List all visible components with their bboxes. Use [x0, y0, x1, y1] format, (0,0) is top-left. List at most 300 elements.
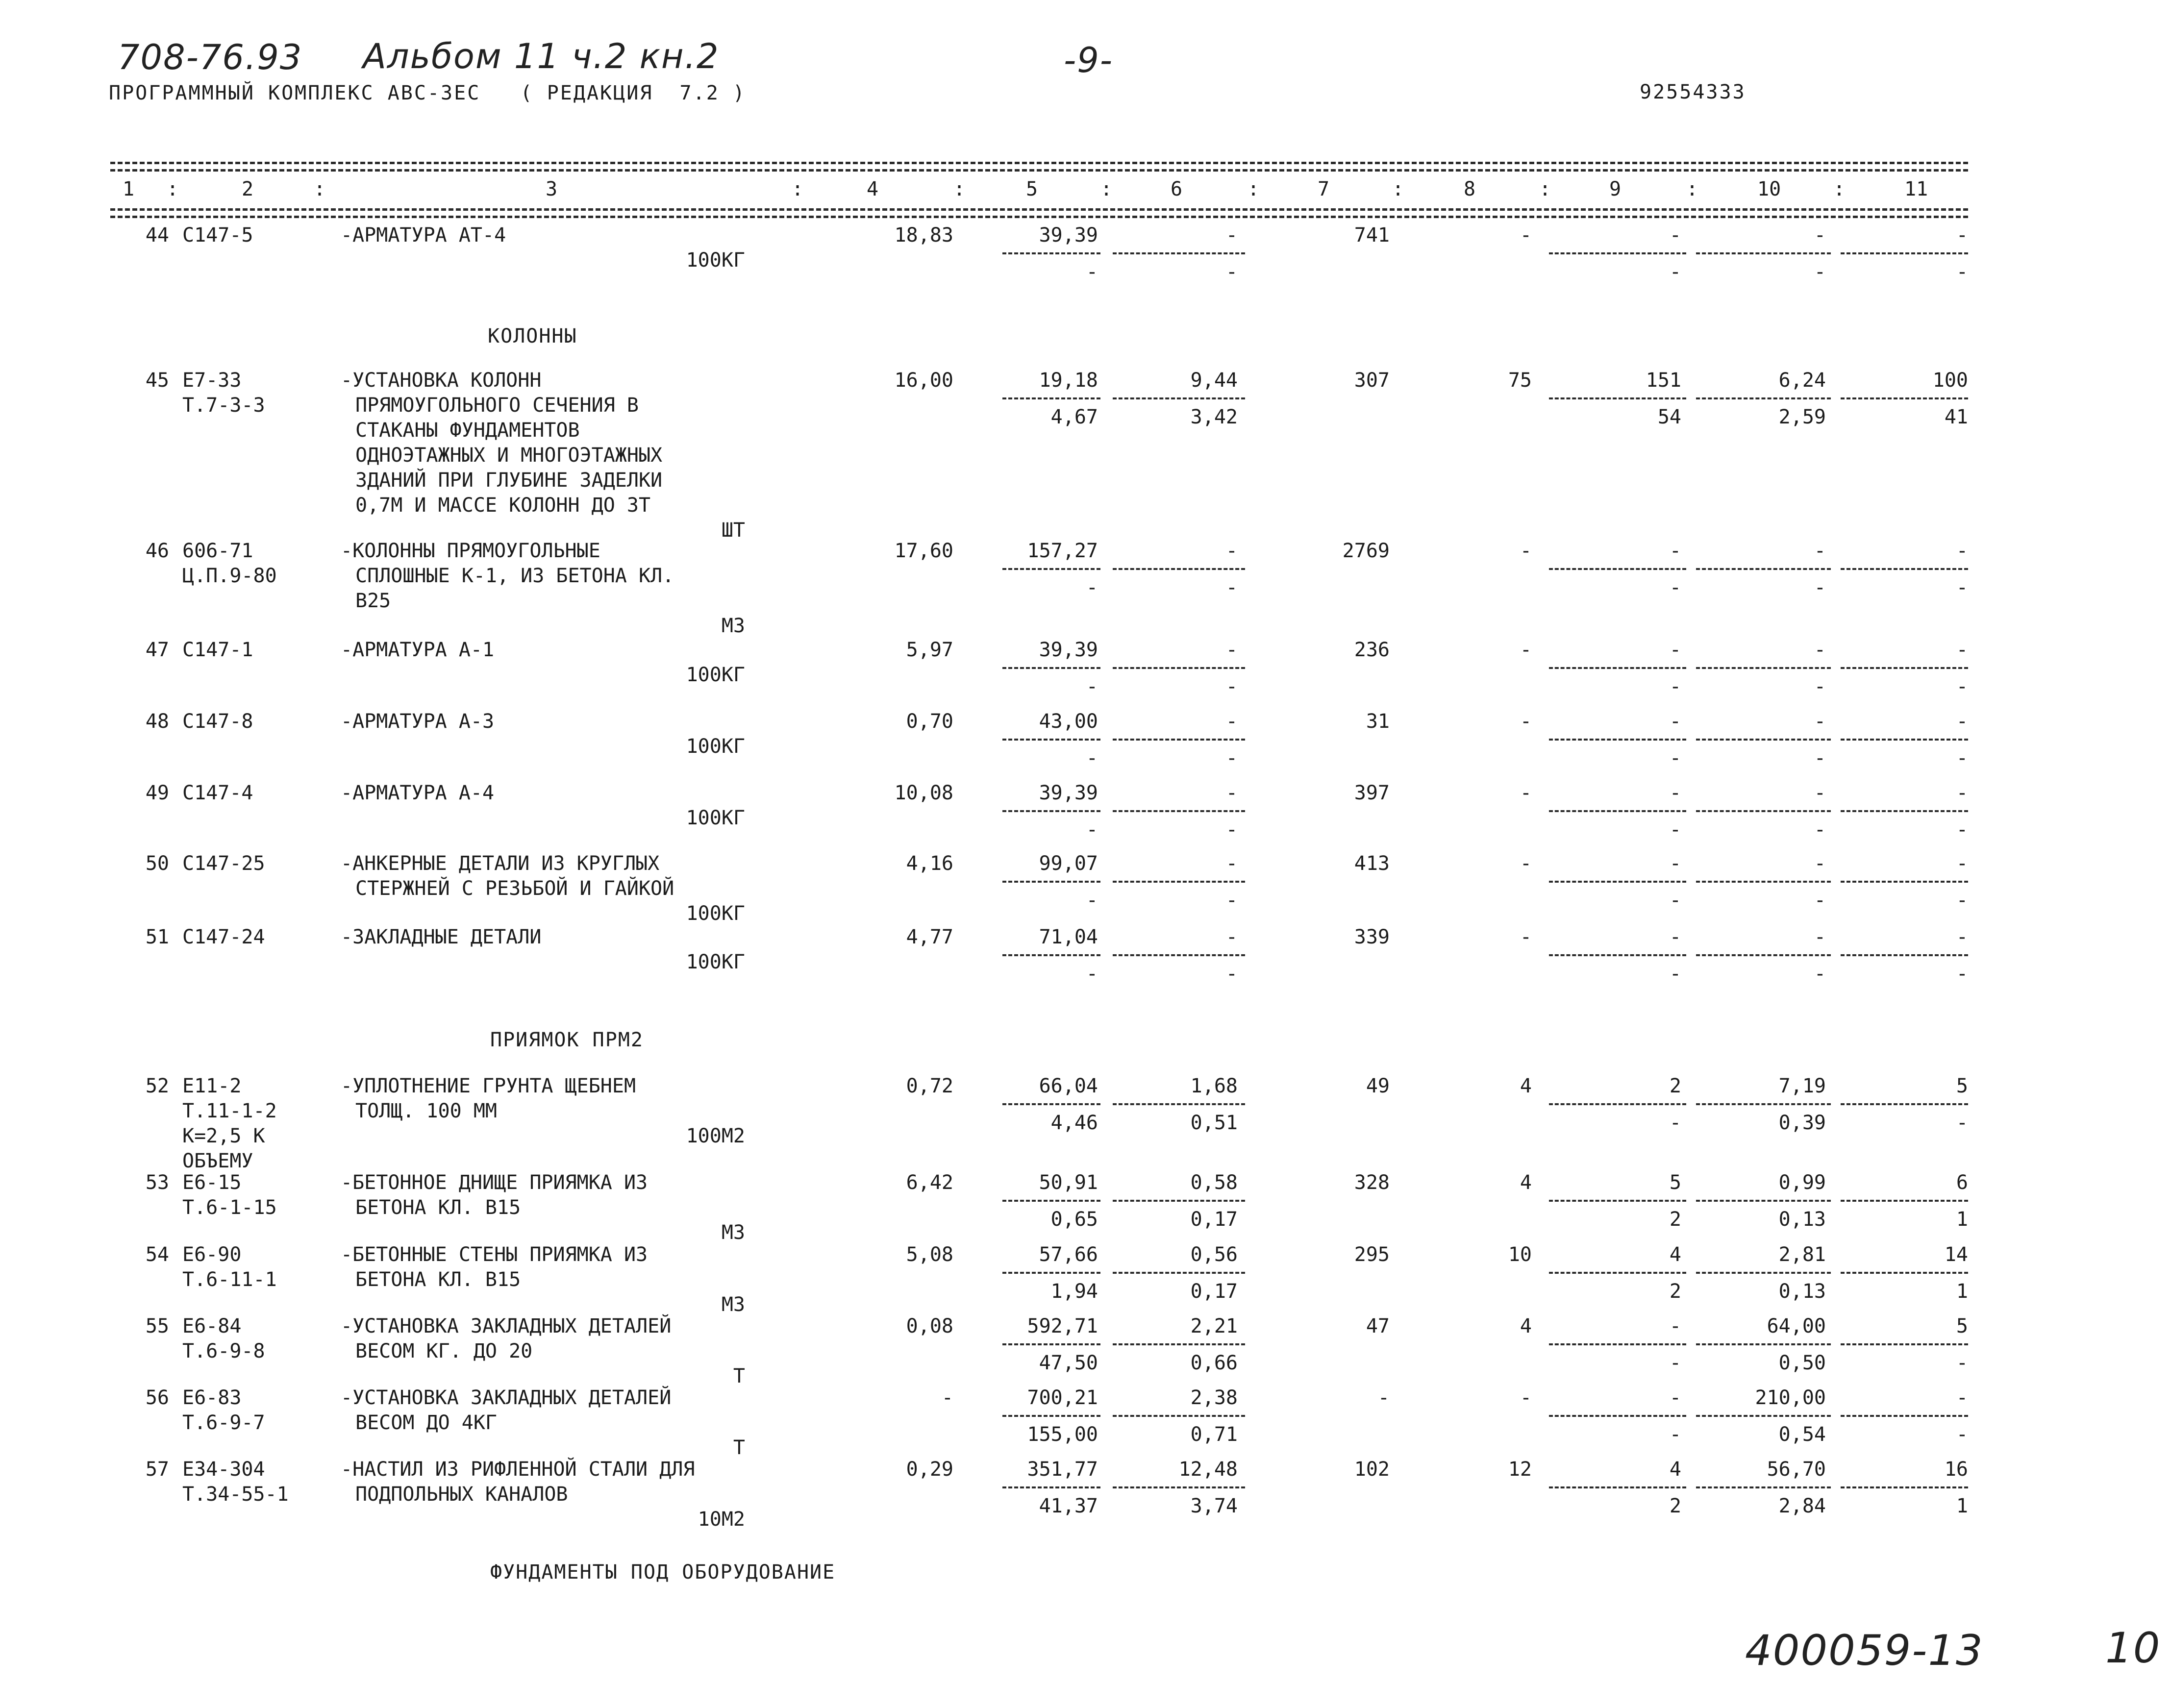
row-code: Т.34-55-1: [182, 1483, 289, 1506]
cell-separator: [1549, 1200, 1686, 1202]
cell-c4: 0,29: [906, 1458, 953, 1481]
cell-c9: -: [1669, 224, 1681, 247]
cell-c6: 9,44: [1190, 369, 1238, 392]
cell-c6: -: [1225, 926, 1238, 948]
row-description: СТАКАНЫ ФУНДАМЕНТОВ: [355, 419, 580, 442]
cell-c11: 100: [1932, 369, 1968, 392]
cell-c8: -: [1520, 224, 1532, 247]
cell-c5: 39,39: [1039, 639, 1098, 661]
cell-c7: 31: [1366, 710, 1390, 733]
cell-c7: 397: [1354, 782, 1390, 804]
cell-c9b: -: [1669, 576, 1681, 599]
cell-c6b: -: [1225, 889, 1238, 912]
cell-separator: [1002, 397, 1100, 399]
cell-c9b: 54: [1657, 406, 1681, 428]
cell-separator: [1841, 881, 1968, 883]
row-unit: Т: [733, 1436, 745, 1459]
row-description: -БЕТОННОЕ ДНИЩЕ ПРИЯМКА ИЗ: [341, 1171, 648, 1194]
cell-c11: -: [1956, 710, 1968, 733]
cell-c7: 49: [1366, 1075, 1390, 1097]
cell-c5b: -: [1086, 963, 1098, 985]
cell-separator: [1696, 954, 1831, 956]
row-unit: ШТ: [721, 519, 745, 542]
cell-separator: [1113, 568, 1245, 570]
cell-c10b: -: [1814, 675, 1826, 698]
cell-c4: 5,08: [906, 1243, 953, 1266]
row-description: -НАСТИЛ ИЗ РИФЛЕННОЙ СТАЛИ ДЛЯ: [341, 1458, 695, 1481]
cell-c4: 17,60: [894, 540, 953, 562]
cell-c10: 2,81: [1778, 1243, 1826, 1266]
cell-c11b: -: [1956, 889, 1968, 912]
cell-c5: 157,27: [1027, 540, 1098, 562]
cell-c6: -: [1225, 540, 1238, 562]
row-description: В25: [355, 590, 391, 612]
cell-c8: 4: [1520, 1171, 1532, 1194]
header-rule-top: [110, 162, 1968, 164]
row-description: 0,7М И МАССЕ КОЛОНН ДО 3Т: [355, 494, 651, 517]
cell-c6: 0,56: [1190, 1243, 1238, 1266]
cell-c5b: -: [1086, 675, 1098, 698]
row-description: ВЕСОМ ДО 4КГ: [355, 1411, 497, 1434]
row-description: ТОЛЩ. 100 ММ: [355, 1100, 497, 1122]
cell-c9: 2: [1669, 1075, 1681, 1097]
cell-c4: 16,00: [894, 369, 953, 392]
row-unit: 10М2: [698, 1508, 745, 1531]
row-description: СПЛОШНЫЕ К-1, ИЗ БЕТОНА КЛ.: [355, 565, 674, 587]
row-number: 51: [145, 926, 169, 948]
cell-c6b: -: [1225, 261, 1238, 283]
row-unit: 100КГ: [686, 951, 745, 973]
cell-c9: -: [1669, 710, 1681, 733]
row-code: C147-4: [182, 782, 253, 804]
cell-separator: [1549, 252, 1686, 254]
cell-c10: -: [1814, 540, 1826, 562]
cell-c8: 10: [1508, 1243, 1532, 1266]
cell-c5b: 155,00: [1027, 1423, 1098, 1446]
cell-c7: 2769: [1342, 540, 1390, 562]
cell-c4: 10,08: [894, 782, 953, 804]
cell-separator: [1841, 1200, 1968, 1202]
section-columns-title: КОЛОННЫ: [488, 325, 577, 347]
cell-separator: [1113, 881, 1245, 883]
cell-c8: -: [1520, 782, 1532, 804]
cell-separator: [1002, 810, 1100, 812]
row-code: Ц.П.9-80: [182, 565, 277, 587]
row-number: 53: [145, 1171, 169, 1194]
cell-c11: -: [1956, 782, 1968, 804]
cell-c10: 210,00: [1755, 1386, 1826, 1409]
cell-c5: 71,04: [1039, 926, 1098, 948]
cell-c11: 14: [1944, 1243, 1968, 1266]
cell-c8: 4: [1520, 1315, 1532, 1337]
header-rule-bottom-2: [110, 216, 1968, 218]
cell-c10: 56,70: [1767, 1458, 1826, 1481]
cell-c10: 64,00: [1767, 1315, 1826, 1337]
cell-c11b: 1: [1956, 1280, 1968, 1303]
cell-c9: -: [1669, 926, 1681, 948]
row-number: 57: [145, 1458, 169, 1481]
row-description: -БЕТОННЫЕ СТЕНЫ ПРИЯМКА ИЗ: [341, 1243, 648, 1266]
cell-separator: [1113, 1103, 1245, 1105]
cell-c5b: -: [1086, 576, 1098, 599]
cell-c10b: 2,59: [1778, 406, 1826, 428]
cell-separator: [1002, 568, 1100, 570]
cell-separator: [1549, 881, 1686, 883]
row-unit: М3: [721, 1293, 745, 1316]
row-number: 49: [145, 782, 169, 804]
cell-c5b: 0,65: [1050, 1208, 1098, 1231]
cell-c11: -: [1956, 224, 1968, 247]
cell-c5b: 4,46: [1050, 1112, 1098, 1134]
col-header-3: 3: [545, 178, 558, 200]
cell-separator: [1113, 954, 1245, 956]
cell-c5b: -: [1086, 889, 1098, 912]
row-number: 44: [145, 224, 169, 247]
cell-c6b: -: [1225, 818, 1238, 841]
cell-c10: -: [1814, 926, 1826, 948]
cell-c8: -: [1520, 852, 1532, 875]
cell-separator: [1002, 1200, 1100, 1202]
cell-separator: [1113, 397, 1245, 399]
cell-separator: [1002, 739, 1100, 741]
cell-c7: 339: [1354, 926, 1390, 948]
cell-c5: 57,66: [1039, 1243, 1098, 1266]
cell-separator: [1841, 1486, 1968, 1488]
row-unit: 100КГ: [686, 664, 745, 686]
row-description: -УПЛОТНЕНИЕ ГРУНТА ЩЕБНЕМ: [341, 1075, 636, 1097]
cell-separator: [1696, 739, 1831, 741]
col-header-8: 8: [1463, 178, 1476, 200]
cell-separator: [1113, 739, 1245, 741]
cell-c9b: -: [1669, 818, 1681, 841]
cell-c10: -: [1814, 639, 1826, 661]
row-unit: 100М2: [686, 1125, 745, 1147]
row-description: ПРЯМОУГОЛЬНОГО СЕЧЕНИЯ В: [355, 394, 639, 417]
cell-c5: 43,00: [1039, 710, 1098, 733]
row-description: -АРМАТУРА А-3: [341, 710, 495, 733]
cell-c7: 295: [1354, 1243, 1390, 1266]
cell-c11: -: [1956, 540, 1968, 562]
cell-c5b: 4,67: [1050, 406, 1098, 428]
cell-c9: -: [1669, 1315, 1681, 1337]
row-number: 52: [145, 1075, 169, 1097]
row-description: -АРМАТУРА А-1: [341, 639, 495, 661]
cell-c11b: 1: [1956, 1208, 1968, 1231]
row-unit: 100КГ: [686, 807, 745, 829]
cell-c5b: 41,37: [1039, 1495, 1098, 1517]
row-description: ПОДПОЛЬНЫХ КАНАЛОВ: [355, 1483, 568, 1506]
row-number: 54: [145, 1243, 169, 1266]
cell-c9: -: [1669, 639, 1681, 661]
row-code: E6-83: [182, 1386, 242, 1409]
cell-c11: -: [1956, 639, 1968, 661]
cell-c5: 19,18: [1039, 369, 1098, 392]
row-code: К=2,5 К: [182, 1125, 265, 1147]
row-description: ОДНОЭТАЖНЫХ И МНОГОЭТАЖНЫХ: [355, 444, 663, 467]
cell-separator: [1696, 1415, 1831, 1417]
cell-separator: [1002, 954, 1100, 956]
cell-c4: 6,42: [906, 1171, 953, 1194]
cell-c10: 6,24: [1778, 369, 1826, 392]
cell-c10b: -: [1814, 818, 1826, 841]
row-description: БЕТОНА КЛ. В15: [355, 1268, 521, 1291]
cell-c9: -: [1669, 782, 1681, 804]
row-unit: 100КГ: [686, 902, 745, 925]
document-code: 92554333: [1640, 81, 1746, 103]
cell-separator: [1113, 810, 1245, 812]
cell-c5: 39,39: [1039, 782, 1098, 804]
col-header-2: 2: [241, 178, 254, 200]
row-code: ОБЪЕМУ: [182, 1150, 253, 1172]
cell-c6b: 0,66: [1190, 1352, 1238, 1374]
cell-c6b: 0,51: [1190, 1112, 1238, 1134]
cell-c10b: 2,84: [1778, 1495, 1826, 1517]
row-code: E7-33: [182, 369, 242, 392]
cell-separator: [1549, 1343, 1686, 1345]
row-unit: 100КГ: [686, 735, 745, 758]
cell-c10: 7,19: [1778, 1075, 1826, 1097]
cell-c10: -: [1814, 852, 1826, 875]
row-number: 47: [145, 639, 169, 661]
cell-c10b: 0,39: [1778, 1112, 1826, 1134]
cell-separator: [1841, 1343, 1968, 1345]
cell-c8: -: [1520, 710, 1532, 733]
col-header-4: 4: [866, 178, 879, 200]
cell-c10b: 0,54: [1778, 1423, 1826, 1446]
row-description: -УСТАНОВКА КОЛОНН: [341, 369, 542, 392]
cell-separator: [1113, 252, 1245, 254]
cell-c7: 236: [1354, 639, 1390, 661]
cell-separator: [1549, 1486, 1686, 1488]
cell-c10: -: [1814, 782, 1826, 804]
cell-separator: [1696, 1272, 1831, 1274]
cell-separator: [1549, 954, 1686, 956]
handwritten-document-code: 400059-13: [1745, 1626, 1984, 1675]
col-header-11: 11: [1904, 178, 1928, 200]
cell-c6: -: [1225, 710, 1238, 733]
program-title: ПРОГРАММНЫЙ КОМПЛЕКС АВС-ЗЕС ( РЕДАКЦИЯ 7.2 ): [109, 82, 746, 104]
cell-c7: 328: [1354, 1171, 1390, 1194]
cell-separator: [1696, 881, 1831, 883]
cell-c6b: -: [1225, 576, 1238, 599]
row-code: Т.7-3-3: [182, 394, 265, 417]
cell-c5b: -: [1086, 747, 1098, 769]
cell-c6b: -: [1225, 963, 1238, 985]
cell-separator: [1549, 667, 1686, 669]
cell-separator: [1002, 1272, 1100, 1274]
header-rule-top-2: [110, 169, 1968, 172]
cell-c9b: -: [1669, 1423, 1681, 1446]
cell-separator: [1113, 1272, 1245, 1274]
cell-separator: [1549, 1272, 1686, 1274]
cell-separator: [1841, 810, 1968, 812]
cell-c11: -: [1956, 852, 1968, 875]
cell-c11b: -: [1956, 261, 1968, 283]
col-header-10: 10: [1757, 178, 1781, 200]
row-code: C147-1: [182, 639, 253, 661]
row-description: -ЗАКЛАДНЫЕ ДЕТАЛИ: [341, 926, 542, 948]
cell-separator: [1549, 568, 1686, 570]
row-description: -АРМАТУРА А-4: [341, 782, 495, 804]
cell-c8: 4: [1520, 1075, 1532, 1097]
cell-c4: 0,08: [906, 1315, 953, 1337]
cell-c7: 102: [1354, 1458, 1390, 1481]
cell-c9b: -: [1669, 261, 1681, 283]
cell-c9b: 2: [1669, 1280, 1681, 1303]
cell-c9b: 2: [1669, 1495, 1681, 1517]
cell-c8: -: [1520, 1386, 1532, 1409]
row-description: БЕТОНА КЛ. В15: [355, 1196, 521, 1219]
row-code: Т.6-11-1: [182, 1268, 277, 1291]
cell-separator: [1696, 1343, 1831, 1345]
cell-separator: [1696, 667, 1831, 669]
cell-c6: -: [1225, 782, 1238, 804]
cell-c11b: -: [1956, 963, 1968, 985]
cell-c6: -: [1225, 224, 1238, 247]
cell-separator: [1841, 1103, 1968, 1105]
cell-separator: [1696, 397, 1831, 399]
row-code: C147-25: [182, 852, 265, 875]
cell-separator: [1113, 1200, 1245, 1202]
cell-separator: [1841, 252, 1968, 254]
row-description: ЗДАНИЙ ПРИ ГЛУБИНЕ ЗАДЕЛКИ: [355, 469, 663, 492]
row-number: 56: [145, 1386, 169, 1409]
cell-c9: -: [1669, 1386, 1681, 1409]
cell-separator: [1002, 1103, 1100, 1105]
cell-c11: -: [1956, 926, 1968, 948]
cell-c6b: 0,71: [1190, 1423, 1238, 1446]
cell-c6b: -: [1225, 675, 1238, 698]
row-description: -АРМАТУРА АТ-4: [341, 224, 506, 247]
cell-c6: 12,48: [1178, 1458, 1238, 1481]
row-unit: Т: [733, 1365, 745, 1387]
col-header-1: 1: [122, 178, 135, 200]
cell-c10: 0,99: [1778, 1171, 1826, 1194]
cell-c9b: -: [1669, 1112, 1681, 1134]
cell-c5b: -: [1086, 261, 1098, 283]
cell-separator: [1696, 1103, 1831, 1105]
cell-c9b: 2: [1669, 1208, 1681, 1231]
row-description: ВЕСОМ КГ. ДО 20: [355, 1340, 533, 1362]
cell-separator: [1841, 568, 1968, 570]
cell-c11: -: [1956, 1386, 1968, 1409]
cell-c9: 151: [1646, 369, 1681, 392]
cell-c9: -: [1669, 540, 1681, 562]
cell-c5: 700,21: [1027, 1386, 1098, 1409]
cell-c6b: -: [1225, 747, 1238, 769]
row-number: 48: [145, 710, 169, 733]
cell-c9b: -: [1669, 1352, 1681, 1374]
row-code: C147-8: [182, 710, 253, 733]
cell-c8: 12: [1508, 1458, 1532, 1481]
cell-c11b: -: [1956, 1423, 1968, 1446]
cell-separator: [1002, 252, 1100, 254]
section-pit-title: ПРИЯМОК ПРМ2: [490, 1029, 644, 1051]
cell-c11b: -: [1956, 747, 1968, 769]
cell-separator: [1113, 1415, 1245, 1417]
row-description: -УСТАНОВКА ЗАКЛАДНЫХ ДЕТАЛЕЙ: [341, 1315, 672, 1337]
cell-c7: 413: [1354, 852, 1390, 875]
cell-separator: [1002, 1343, 1100, 1345]
cell-c5: 50,91: [1039, 1171, 1098, 1194]
row-number: 55: [145, 1315, 169, 1337]
row-code: E34-304: [182, 1458, 265, 1481]
cell-c5b: 47,50: [1039, 1352, 1098, 1374]
cell-c11: 5: [1956, 1315, 1968, 1337]
row-description: СТЕРЖНЕЙ С РЕЗЬБОЙ И ГАЙКОЙ: [355, 877, 674, 900]
cell-separator: [1841, 954, 1968, 956]
row-code: Т.6-1-15: [182, 1196, 277, 1219]
handwritten-sheet-number: 10: [2105, 1624, 2161, 1673]
cell-c9b: -: [1669, 675, 1681, 698]
cell-c9: -: [1669, 852, 1681, 875]
cell-c10b: -: [1814, 261, 1826, 283]
cell-separator: [1841, 739, 1968, 741]
cell-c6: 1,68: [1190, 1075, 1238, 1097]
cell-c4: 5,97: [906, 639, 953, 661]
cell-c7: 47: [1366, 1315, 1390, 1337]
cell-c9b: -: [1669, 889, 1681, 912]
row-code: C147-24: [182, 926, 265, 948]
row-unit: М3: [721, 1221, 745, 1244]
cell-c9b: -: [1669, 963, 1681, 985]
row-unit: 100КГ: [686, 249, 745, 272]
row-number: 45: [145, 369, 169, 392]
handwritten-album: Альбом 11 ч.2 кн.2: [363, 36, 720, 76]
cell-c5: 66,04: [1039, 1075, 1098, 1097]
cell-c6b: 3,74: [1190, 1495, 1238, 1517]
row-code: Т.6-9-7: [182, 1411, 265, 1434]
section-foundation-title: ФУНДАМЕНТЫ ПОД ОБОРУДОВАНИЕ: [490, 1561, 836, 1584]
cell-c6: -: [1225, 639, 1238, 661]
row-description: -АНКЕРНЫЕ ДЕТАЛИ ИЗ КРУГЛЫХ: [341, 852, 660, 875]
header-rule-bottom: [110, 208, 1968, 211]
cell-separator: [1002, 1415, 1100, 1417]
cell-separator: [1113, 1343, 1245, 1345]
cell-c10b: 0,50: [1778, 1352, 1826, 1374]
cell-separator: [1002, 881, 1100, 883]
cell-separator: [1113, 667, 1245, 669]
row-unit: М3: [721, 615, 745, 637]
cell-c10: -: [1814, 224, 1826, 247]
cell-c6: 0,58: [1190, 1171, 1238, 1194]
cell-separator: [1113, 1486, 1245, 1488]
page-number-mark: -9-: [1064, 40, 1114, 80]
cell-c6b: 0,17: [1190, 1280, 1238, 1303]
cell-c10b: 0,13: [1778, 1208, 1826, 1231]
cell-c10b: 0,13: [1778, 1280, 1826, 1303]
row-code: E6-90: [182, 1243, 242, 1266]
cell-c11: 5: [1956, 1075, 1968, 1097]
cell-separator: [1841, 397, 1968, 399]
cell-c10b: -: [1814, 747, 1826, 769]
cell-c5: 592,71: [1027, 1315, 1098, 1337]
cell-c11b: -: [1956, 675, 1968, 698]
cell-c10: -: [1814, 710, 1826, 733]
cell-c5: 351,77: [1027, 1458, 1098, 1481]
cell-c9: 4: [1669, 1243, 1681, 1266]
cell-c4: 4,77: [906, 926, 953, 948]
cell-c8: -: [1520, 639, 1532, 661]
cell-c11b: -: [1956, 1352, 1968, 1374]
cell-c9: 5: [1669, 1171, 1681, 1194]
cell-c4: 0,72: [906, 1075, 953, 1097]
row-number: 50: [145, 852, 169, 875]
cell-c4: -: [941, 1386, 953, 1409]
row-code: C147-5: [182, 224, 253, 247]
row-code: E11-2: [182, 1075, 242, 1097]
row-code: Т.11-1-2: [182, 1100, 277, 1122]
